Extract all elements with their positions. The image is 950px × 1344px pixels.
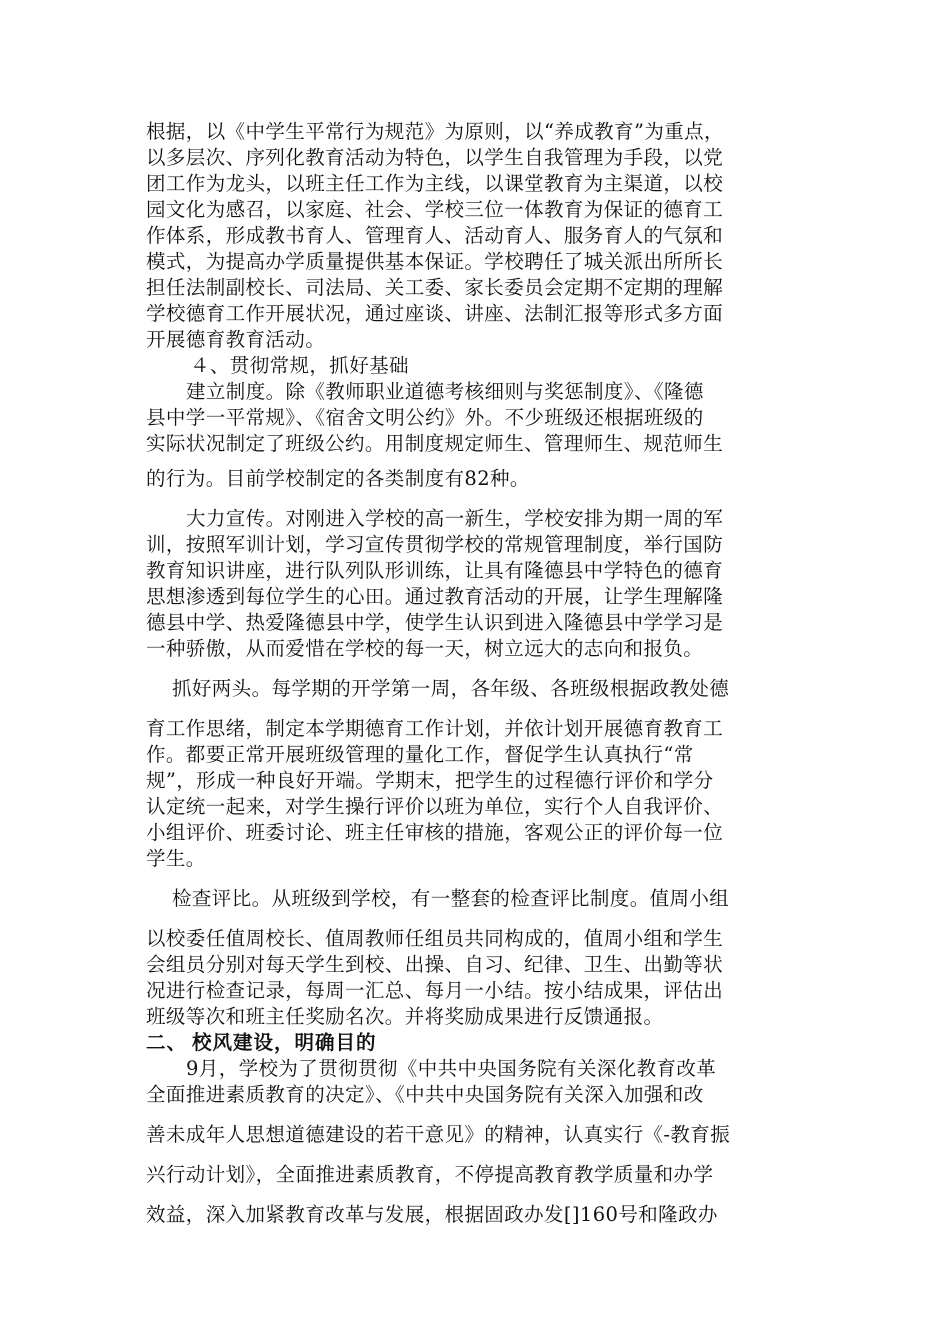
text-line: 训，按照军训计划，学习宣传贯彻学校的常规管理制度，举行国防	[146, 533, 724, 556]
text-line: 实际状况制定了班级公约。用制度规定师生、管理师生、规范师生	[146, 432, 724, 455]
text-line: 开展德育教育活动。	[146, 328, 326, 351]
text-line: 会组员分别对每天学生到校、出操、自习、纪律、卫生、出勤等状	[146, 953, 724, 976]
text-line: 抓好两头。每学期的开学第一周，各年级、各班级根据政教处德	[172, 677, 730, 700]
section-heading	[146, 1030, 377, 1056]
text-line: 规”，形成一种良好开端。学期末，把学生的过程德行评价和学分	[146, 769, 714, 792]
text-line: 9月，学校为了贯彻贯彻《中共中央国务院有关深化教育改革	[186, 1057, 717, 1080]
text-line: 以校委任值周校长、值周教师任组员共同构成的，值周小组和学生	[146, 927, 724, 950]
text-line: 学生。	[146, 847, 206, 870]
text-line: 检查评比。从班级到学校，有一整套的检查评比制度。值周小组	[172, 887, 730, 910]
text-line: 团工作为龙头，以班主任工作为主线，以课堂教育为主渠道，以校	[146, 172, 724, 195]
text-line: 德县中学、热爱隆德县中学，使学生认识到进入隆德县中学学习是	[146, 611, 724, 634]
text-line: 模式，为提高办学质量提供基本保证。学校聘任了城关派出所所长	[146, 250, 724, 273]
text-line: 担任法制副校长、司法局、关工委、家长委员会定期不定期的理解	[146, 276, 724, 299]
text-line: 作。都要正常开展班级管理的量化工作，督促学生认真执行“常	[146, 743, 694, 766]
text-line: 以多层次、序列化教育活动为特色，以学生自我管理为手段，以党	[146, 146, 724, 169]
text-line: 学校德育工作开展状况，通过座谈、讲座、法制汇报等形式多方面	[146, 302, 724, 325]
text-line: 全面推进素质教育的决定》、《中共中央国务院有关深入加强和改	[146, 1083, 704, 1106]
text-line: 一种骄傲，从而爱惜在学校的每一天，树立远大的志向和报负。	[146, 637, 704, 660]
text-line: 根据，以《中学生平常行为规范》为原则，以“养成教育”为重点，	[146, 120, 724, 143]
text-line: 思想渗透到每位学生的心田。通过教育活动的开展，让学生理解隆	[146, 585, 724, 608]
text-line: 效益，深入加紧教育改革与发展，根据固政办发[]160号和隆政办	[146, 1203, 718, 1226]
text-line: 班级等次和班主任奖励名次。并将奖励成果进行反馈通报。	[146, 1005, 664, 1028]
text-line: 兴行动计划》，全面推进素质教育，不停提高教育教学质量和办学	[146, 1163, 714, 1186]
section-title: 校风建设，明确目的	[192, 1031, 377, 1054]
text-line: 小组评价、班委讨论、班主任审核的措施，客观公正的评价每一位	[146, 821, 724, 844]
subsection-heading: ４、贯彻常规，抓好基础	[190, 354, 409, 377]
text-line: 园文化为感召，以家庭、社会、学校三位一体教育为保证的德育工	[146, 198, 724, 221]
text-line: 育工作思绪，制定本学期德育工作计划，并依计划开展德育教育工	[146, 717, 724, 740]
text-line: 大力宣传。对刚进入学校的高一新生，学校安排为期一周的军	[186, 507, 724, 530]
text-line: 况进行检查记录，每周一汇总、每月一小结。按小结成果，评估出	[146, 979, 724, 1002]
section-number: 二、	[146, 1031, 188, 1054]
text-line: 作体系，形成教书育人、管理育人、活动育人、服务育人的气氛和	[146, 224, 724, 247]
text-line: 的行为。目前学校制定的各类制度有82种。	[146, 467, 530, 490]
text-line: 建立制度。除《教师职业道德考核细则与奖惩制度》、《隆德	[186, 380, 704, 403]
text-line: 县中学一平常规》、《宿舍文明公约》外。不少班级还根据班级的	[146, 406, 704, 429]
text-line: 认定统一起来，对学生操行评价以班为单位，实行个人自我评价、	[146, 795, 724, 818]
text-line: 善未成年人思想道德建设的若干意见》的精神，认真实行《-教育振	[146, 1123, 731, 1146]
text-line: 教育知识讲座，进行队列队形训练，让具有隆德县中学特色的德育	[146, 559, 724, 582]
